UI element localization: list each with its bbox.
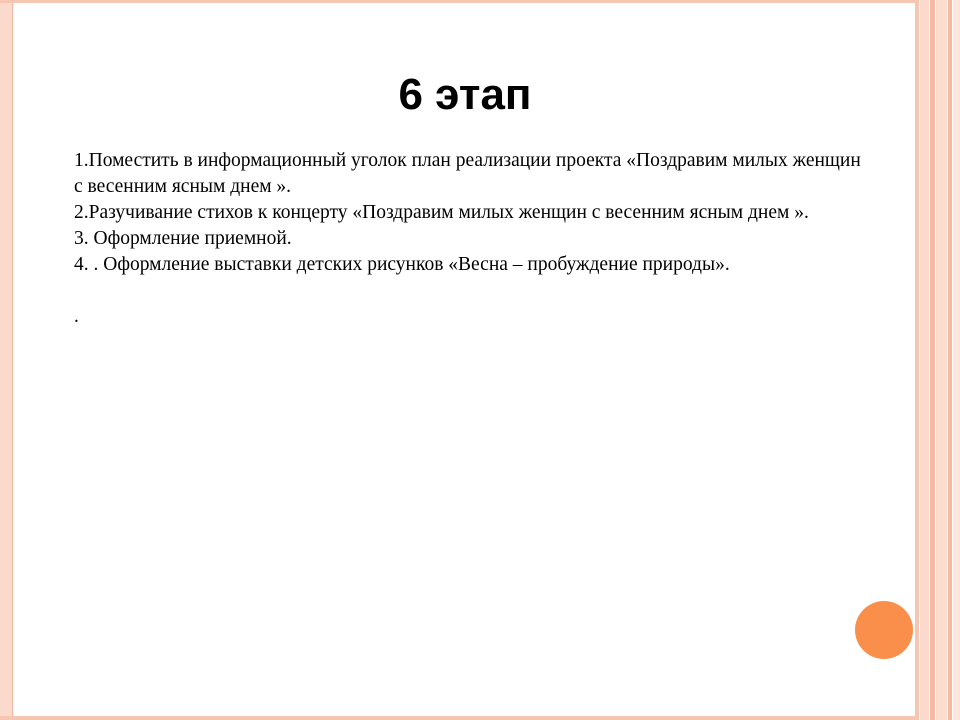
right-stripe — [930, 0, 935, 720]
top-border — [0, 0, 915, 3]
spacer — [74, 278, 864, 304]
right-stripe — [936, 0, 947, 720]
slide-title: 6 этап — [398, 70, 532, 119]
bottom-border — [0, 716, 915, 720]
list-item: . — [74, 306, 79, 327]
right-stripe — [948, 0, 952, 720]
slide-body — [74, 148, 864, 330]
list-item: 4. . Оформление выставки детских рисунков «Весна – пробуждение природы». — [74, 254, 730, 275]
decorative-circle — [855, 601, 913, 659]
list-item: 1.Поместить в информационный уголок план реализации проекта «Поздравим милых женщин с весенним ясным днем ». — [74, 150, 861, 197]
list-item: 3. Оформление приемной. — [74, 228, 292, 249]
right-stripe — [953, 0, 960, 720]
list-item: 2.Разучивание стихов к концерту «Поздравим милых женщин с весенним ясным днем ». — [74, 202, 809, 223]
